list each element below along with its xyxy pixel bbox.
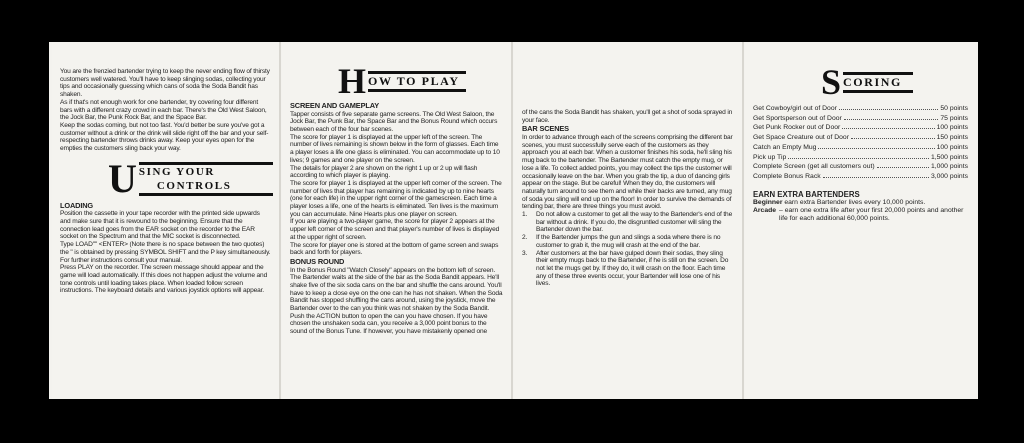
heading-initial: U (108, 155, 137, 201)
score-label: Get Cowboy/girl out of Door (753, 105, 837, 112)
beginner-text: earn extra Bartender lives every 10,000 points. (784, 199, 926, 207)
intro-paragraph: As if that's not enough work for one bartender, try covering four different bars with a different crazy crowd in each bar. There's the Old West Saloon, the Jock Bar, the Punk Rock Bar, and the Space Bar. (60, 98, 267, 122)
loading-paragraph: Position the cassette in your tape recorder with the printed side upwards and make sure that it is rewound to the beginning. Ensure that the connection lead goes from the EAR socket on the recorder to the EAR socket on the Spectrum and that the MIC socket is disconnected. (60, 210, 260, 241)
gameplay-paragraph: Tapper consists of five separate game screens. The Old West Saloon, the Jock Bar, the Punk Bar, the Space Bar and the Bonus Round which occurs between each of the four bar scenes. (290, 110, 498, 133)
loading-section (60, 202, 271, 295)
heading-word: OW TO PLAY (368, 73, 460, 88)
fold-line (511, 42, 513, 399)
heading-initial: H (338, 61, 367, 101)
score-label: Pick up Tip (753, 153, 787, 161)
extra-bartenders-section (753, 191, 968, 224)
bonus-paragraph: In the Bonus Round "Watch Closely" appears on the bottom left of screen. The Bartender waits at the side of the bar as the Soda Bandit appears. He'll shake five of the six soda cans on the bar and shuffle the cans around. You'll have to keep a close eye on the one can he has not shaken. When the Soda Bandit has stopped shuffling the cans around, using the joystick, move the Bartender over to the can you think was not shaken by the Soda Bandit. Push the ACTION button to open the can you have chosen. If you have chosen the unshaken soda can, you receive a 3,000 point bonus to the sound of the Bonus Tune. If however, you have mistakenly opened one (290, 266, 503, 336)
score-points: 75 points (940, 114, 968, 122)
score-label: Complete Bonus Rack (753, 172, 821, 180)
score-label: Get Sportsperson out of Door (753, 114, 842, 122)
table-row (753, 123, 968, 133)
heading-word: SING YOUR (138, 165, 215, 178)
rule-text: After customers at the bar have gulped down their sodas, they sling their empty mugs back to the Bartender, if he is still on the screen. Do not let the mugs get by. If they do, it will crash on the floor. Each time any of these three events occur, your Bartender will lose one of his lives. (536, 249, 729, 288)
score-points: 3,000 points (930, 172, 968, 180)
arcade-label: Arcade (753, 207, 777, 215)
using-controls-heading (108, 155, 271, 201)
loading-paragraph: Press PLAY on the recorder. The screen message should appear and the game will load automatically. If this does not happen adjust the volume and tone controls until loading takes place. When loaded follow screen instructions. The keyboard details and various joystick options will appear. (60, 264, 268, 295)
bonus-round-title: BONUS ROUND (290, 256, 345, 266)
loading-paragraph: Type LOAD"" <ENTER> (Note there is no space between the two quotes) the " is obtained by pressing SYMBOL SHIFT and the P key simultaneously. For further instructions consult your manual. (60, 241, 271, 264)
intro-paragraph: Keep the sodas coming, but not too fast. You'd better be sure you've got a customer without a drink or the drink will slide right off the bar and your self-respecting bartender throws drinks away. Keep your eyes open for the empties the customers sling back your way. (60, 121, 269, 153)
score-points: 1,500 points (930, 153, 968, 161)
score-points: 150 points (936, 134, 968, 142)
beginner-label: Beginner (753, 199, 783, 207)
panel-bar-scenes (514, 42, 742, 399)
gameplay-paragraph: If you are playing a two-player game, the score for player 2 appears at the upper left corner of the screen and that player's number of lives is displayed at the upper right of screen. (290, 218, 500, 241)
list-item (522, 234, 734, 249)
score-label: Catch an Empty Mug (753, 143, 817, 151)
scores-table (753, 104, 968, 182)
fold-line (279, 42, 281, 399)
loading-title: LOADING (60, 200, 94, 210)
gameplay-section (290, 102, 503, 336)
how-to-play-heading (338, 63, 503, 99)
heading-initial: S (821, 62, 842, 102)
table-row (753, 153, 968, 163)
table-row (753, 133, 968, 143)
heading-word: CORING (843, 74, 902, 89)
gameplay-paragraph: The score for player 1 is displayed at the upper left corner of the screen. The number of lives that player has remaining is indicated by up to nine hearts (one for each life) in the upper right corner of the gamescreen. Each time a player loses a life, one of the hearts is eliminated. Ten lives is the maximum you can accumulate. Nine Hearts plus one player on screen. (290, 179, 502, 218)
table-row (753, 143, 968, 153)
score-points: 100 points (936, 124, 968, 132)
bar-scenes-paragraph: In order to advance through each of the screens comprising the different bar scenes, you must successfully serve each of the customers as they approach you at each bar. When a customer finishes his soda, he'll sling his mug back to the bartender. The Bartender must catch the empty mug, or lose a life. To collect added points, you may collect the tips the customer will occasionally leave on the bar. When you grab the tip, a duo of dancing girls appear on the stage. But be careful! When they do, the customers will naturally turn around to see them and while their backs are turned, any mug of soda you sling will end up on the floor! In order to survive the demands of tending bar, there are three things you must avoid. (522, 134, 733, 211)
intro-paragraph: You are the frenzied bartender trying to keep the never ending flow of thirsty customers well watered. You'll have to keep slinging sodas, collecting your tips and occasionally guessing which cans of soda the Soda Bandit has shaken. (60, 68, 270, 99)
rule-text: Do not allow a customer to get all the way to the Bartender's end of the bar without a drink. If you do, the disgruntled customer will sling the Bartender down the bar. (536, 211, 733, 234)
score-label: Get Space Creature out of Door (753, 134, 849, 142)
table-row (753, 104, 968, 114)
score-points: 100 points (936, 143, 968, 151)
scoring-heading (821, 64, 968, 100)
beginner-line (753, 199, 968, 207)
score-points: 1,000 points (930, 163, 968, 171)
rules-list (522, 211, 734, 288)
gameplay-paragraph: The score for player one is stored at the bottom of game screen and swaps back and forth for players. (290, 241, 499, 257)
rule-number: 2. (522, 234, 528, 242)
score-label: Get Punk Rocker out of Door (753, 124, 841, 132)
table-row (753, 172, 968, 182)
table-row (753, 162, 968, 172)
bar-scenes-title: BAR SCENES (522, 124, 569, 134)
list-item (522, 250, 734, 289)
score-points: 50 points (940, 105, 968, 112)
rule-number: 3. (522, 249, 528, 257)
list-item (522, 211, 734, 234)
gameplay-paragraph: The score for player 1 is displayed at the upper left of the screen. The number of lives remaining is shown below in the form of glasses. Each time a player loses a life one glass is eliminated. You can accommodate up to 10 lives; 9 games and one player on the screen. (290, 133, 500, 164)
gameplay-paragraph: The details for player 2 are shown on the right 1 up or 2 up will flash according to which player is playing. (290, 164, 478, 180)
screen-gameplay-title: SCREEN AND GAMEPLAY (290, 101, 379, 110)
bonus-continued: of the cans the Soda Bandit has shaken, you'll get a shot of soda sprayed in your face. (522, 109, 733, 124)
rule-text: If the Bartender jumps the gun and slings a soda where there is no customer to grab it, the mug will crash at the end of the bar. (536, 234, 721, 249)
rule-number: 1. (522, 211, 528, 219)
panel-scoring (745, 42, 976, 399)
fold-line (742, 42, 744, 399)
intro-text (60, 68, 271, 153)
bar-scenes-section (522, 109, 734, 288)
arcade-line (753, 207, 968, 223)
panel-how-to-play (282, 42, 511, 399)
table-row (753, 114, 968, 124)
panel-intro-controls (52, 42, 279, 399)
score-label: Complete Screen (get all customers out) (753, 163, 875, 171)
earn-extra-title: EARN EXTRA BARTENDERS (753, 189, 860, 199)
arcade-text: – earn one extra life after your first 20,000 points and another life for each additional 60,000 points. (779, 207, 964, 223)
heading-word: CONTROLS (156, 179, 232, 192)
